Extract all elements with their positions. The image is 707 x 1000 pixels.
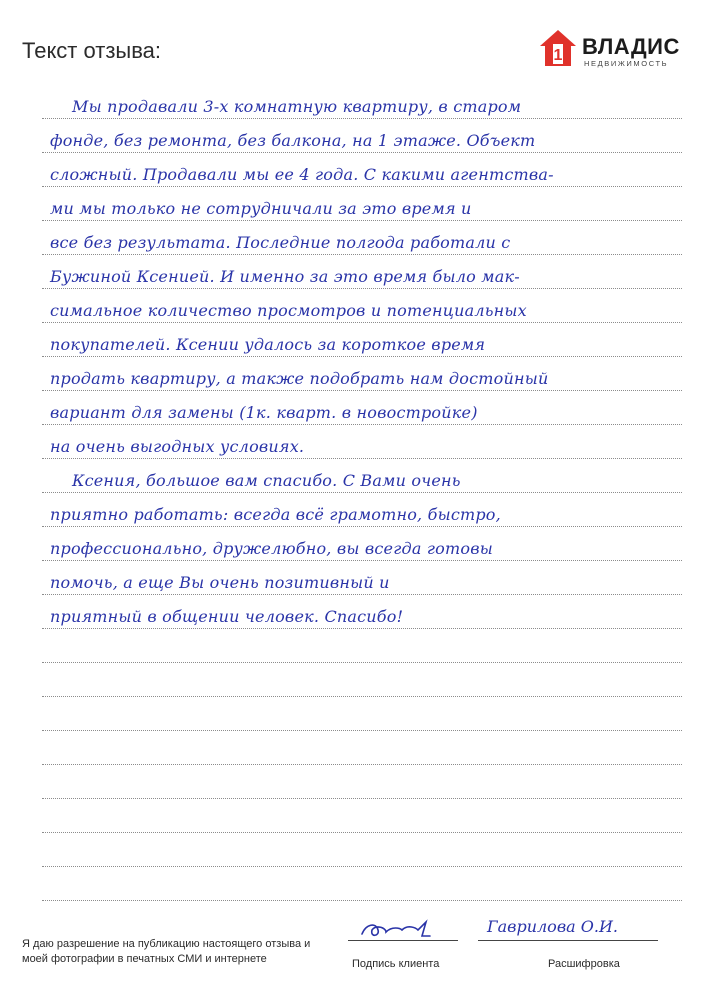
client-signature [356,914,436,949]
ruled-line [42,526,682,527]
ruled-line [42,900,682,901]
ruled-line [42,424,682,425]
ruled-line [42,458,682,459]
review-line: продать квартиру, а также подобрать нам достойный [50,369,549,388]
ruled-line [42,696,682,697]
ruled-line [42,866,682,867]
decoding-line [478,940,658,941]
review-line: вариант для замены (1к. кварт. в новостройке) [50,403,478,422]
review-line: симальное количество просмотров и потенциальных [50,301,527,320]
signature-line [348,940,458,941]
review-line: Мы продавали 3-х комнатную квартиру, в старом [72,97,522,116]
ruled-line [42,220,682,221]
ruled-line [42,288,682,289]
review-line: Бужиной Ксенией. И именно за это время было мак- [50,267,520,286]
review-line: фонде, без ремонта, без балкона, на 1 этаже. Объект [50,131,536,150]
ruled-line [42,186,682,187]
decoding-label: Расшифровка [548,958,620,970]
review-line: все без результата. Последние полгода работали с [50,233,511,252]
ruled-line [42,390,682,391]
ruled-writing-area [42,80,682,920]
review-line: Ксения, большое вам спасибо. С Вами очень [72,471,461,490]
ruled-line [42,764,682,765]
review-line: сложный. Продавали мы ее 4 года. С какими агентства- [50,165,554,184]
ruled-line [42,152,682,153]
publication-consent-text: Я даю разрешение на публикацию настоящего отзыва и моей фотографии в печатных СМИ и интернете [22,938,311,965]
ruled-line [42,662,682,663]
house-key-icon [538,28,578,70]
brand-tagline: НЕДВИЖИМОСТЬ [584,59,669,68]
ruled-line [42,118,682,119]
svg-text:1: 1 [553,47,563,64]
review-line: приятный в общении человек. Спасибо! [50,607,404,626]
ruled-line [42,832,682,833]
signature-label: Подпись клиента [352,958,440,970]
brand-name: ВЛАДИС [582,34,680,59]
review-line: приятно работать: всегда всё грамотно, быстро, [50,505,501,524]
ruled-line [42,594,682,595]
ruled-line [42,798,682,799]
review-line: ми мы только не сотрудничали за это время и [50,199,472,218]
review-line: покупателей. Ксении удалось за короткое время [50,335,486,354]
ruled-line [42,628,682,629]
brand-logo [538,28,688,72]
ruled-line [42,254,682,255]
ruled-line [42,492,682,493]
ruled-line [42,560,682,561]
ruled-line [42,356,682,357]
signature-decoding: Гаврилова О.И. [487,917,618,936]
review-line: профессионально, дружелюбно, вы всегда готовы [50,539,493,558]
review-line: на очень выгодных условиях. [50,437,305,456]
review-line: помочь, а еще Вы очень позитивный и [50,573,390,592]
ruled-line [42,322,682,323]
ruled-line [42,730,682,731]
form-title: Текст отзыва: [22,38,162,63]
